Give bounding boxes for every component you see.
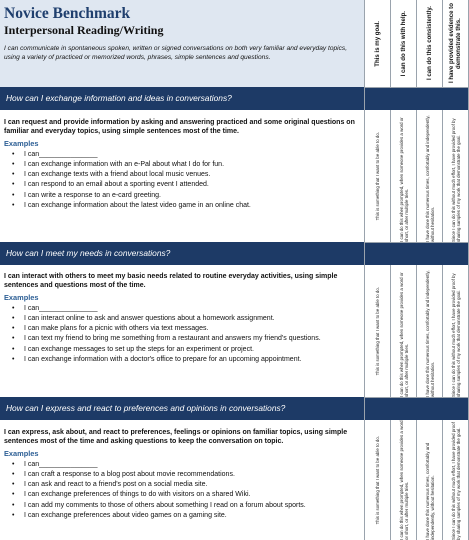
checklist-cell[interactable]: This is something that I want to be able to do. [375,286,381,376]
intro-statement: I can communicate in spontaneous spoken, written or signed conversations on both very familiar and everyday topics, using a variety of practiced or memorized words, phrases, simple sentences and questions. [4,45,348,62]
section-question-band: How can I meet my needs in conversations? [0,242,364,265]
column-header: I have provided evidence to demonstrate this. [448,3,462,84]
example-item: • I can interact online to ask and answer questions about a homework assignment. [4,314,362,324]
checklist-columns [364,0,469,540]
checklist-cell[interactable]: Since I can do this without much effort, I have provided proof by sharing samples of my work that demonstrate the goal. [450,273,461,397]
column-band [391,242,417,265]
examples-label: Examples [4,448,39,458]
examples-label: Examples [4,138,39,148]
examples-list [4,460,362,521]
column-header: I can do this with help. [399,10,407,77]
column-header: I can do this consistently. [425,6,433,81]
example-item: • I can exchange messages to set up the steps for an experiment or project. [4,345,362,355]
row-divider [364,397,469,398]
example-item: • I can exchange preferences about video games on a gaming site. [4,511,362,521]
column-band [365,397,391,420]
example-item: • I can add my comments to those of others about something I read on a forum about sports. [4,501,362,511]
example-item: • I can_______________ [4,150,362,160]
column-band [417,242,443,265]
checklist-cell[interactable]: Since I can do this without much effort, I have provided proof by sharing samples of my work that demonstrate the goal. [450,422,461,540]
examples-label: Examples [4,292,39,302]
document-subtitle: Interpersonal Reading/Writing [4,23,164,37]
example-item: • I can text my friend to bring me something from a restaurant and answers my friend's questions. [4,334,362,344]
column-band [365,242,391,265]
section-1 [0,118,364,211]
examples-list [4,150,362,211]
column-band [443,87,469,110]
checklist-cell[interactable]: This is something that I want to be able to do. [375,435,381,525]
section-2 [0,272,364,365]
column-band [443,397,469,420]
example-item: • I can exchange information with a doctor's office to prepare for an upcoming appointment. [4,355,362,365]
can-do-statement: I can interact with others to meet my basic needs related to routine everyday activities, using simple sentences and questions most of the time. [4,273,338,290]
example-item: • I can exchange texts with a friend about local music venues. [4,170,362,180]
checklist-cell[interactable]: Since I can do this without much effort, I have provided proof by sharing samples of my work that demonstrate the goal. [450,118,461,242]
checklist-cell[interactable]: I can do this when prompted, when someone provides a word or short, or after multiple tries. [398,272,409,397]
evidence-column [443,0,469,540]
checklist-cell[interactable]: I have done this numerous times, comfortably and independently, without hesitation. [424,115,435,242]
example-item: • I can craft a response to a blog post about movie recommendations. [4,470,362,480]
examples-list [4,304,362,365]
example-item: • I can exchange information about the latest video game in an online chat. [4,201,362,211]
section-3 [0,428,364,521]
can-do-statement: I can express, ask about, and react to preferences, feelings or opinions on familiar topics, using simple sentences most of the time and asking questions to keep the conversation on topic. [4,429,348,446]
column-band [391,397,417,420]
checklist-cell[interactable]: I have done this numerous times, comfortably and independently, without hesitation. [424,442,435,540]
with-help-column [391,0,417,540]
consistently-column [417,0,443,540]
example-item: • I can write a response to an e-card greeting. [4,191,362,201]
document-header [0,0,364,87]
document-title: Novice Benchmark [4,5,131,22]
example-item: • I can_______________ [4,460,362,470]
checklist-cell[interactable]: I can do this when prompted, when someone provides a word or short, or after multiple tries. [398,117,409,242]
can-do-statement: I can request and provide information by asking and answering practiced and some original questions on familiar and everyday topics, using simple sentences most of the time. [4,119,355,136]
row-divider [364,242,469,243]
example-item: • I can exchange preferences of things to do with visitors on a shared Wiki. [4,490,362,500]
section-question-band: How can I exchange information and ideas in conversations? [0,87,364,110]
column-band [391,87,417,110]
example-item: • I can_______________ [4,304,362,314]
column-header: This is my goal. [373,20,381,67]
checklist-cell[interactable]: I can do this when prompted, when someone provides a word or short, or after multiple tries. [398,420,409,540]
example-item: • I can make plans for a picnic with others via text messages. [4,324,362,334]
column-band [365,87,391,110]
column-band [417,397,443,420]
example-item: • I can respond to an email about a sporting event I attended. [4,180,362,190]
example-item: • I can ask and react to a friend's post on a social media site. [4,480,362,490]
row-divider [364,87,469,88]
section-question-band: How can I express and react to preferences and opinions in conversations? [0,397,364,420]
column-band [417,87,443,110]
example-item: • I can exchange information with an e-Pal about what I do for fun. [4,160,362,170]
column-band [443,242,469,265]
checklist-cell[interactable]: This is something that I want to be able to do. [375,131,381,221]
goal-column [365,0,391,540]
checklist-cell[interactable]: I have done this numerous times, comfortably and independently, without hesitation. [424,270,435,397]
